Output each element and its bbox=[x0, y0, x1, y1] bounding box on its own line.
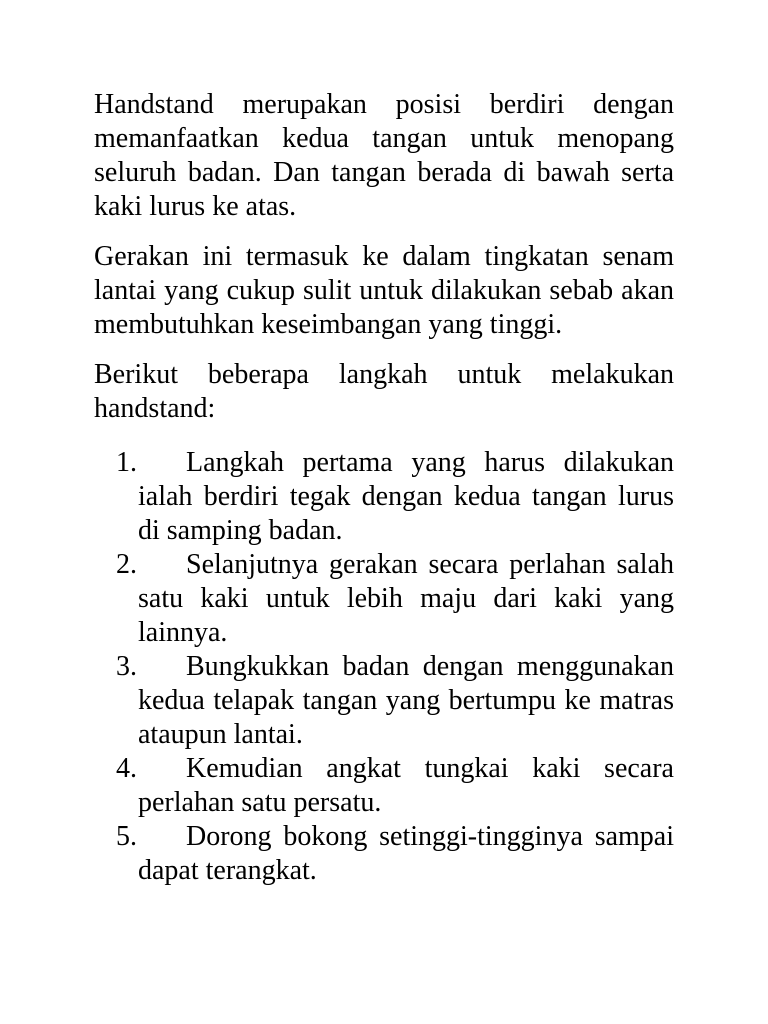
list-item bbox=[94, 446, 674, 548]
step-number: 3. bbox=[116, 651, 137, 682]
paragraph-intro: Handstand merupakan posisi berdiri dengan memanfaatkan kedua tangan untuk menopang seluruh badan. Dan tangan berada di bawah serta kaki lurus ke atas. bbox=[94, 89, 674, 222]
paragraph-steps-lead: Berikut beberapa langkah untuk melakukan handstand: bbox=[94, 359, 674, 424]
list-item bbox=[94, 650, 674, 752]
step-text: Dorong bokong setinggi-tingginya sampai dapat terangkat. bbox=[138, 821, 674, 886]
list-item bbox=[94, 548, 674, 650]
steps-list bbox=[94, 446, 674, 888]
step-number: 1. bbox=[116, 447, 137, 478]
step-text: Langkah pertama yang harus dilakukan ialah berdiri tegak dengan kedua tangan lurus di samping badan. bbox=[138, 447, 674, 546]
step-text: Selanjutnya gerakan secara perlahan salah satu kaki untuk lebih maju dari kaki yang lainnya. bbox=[138, 549, 674, 648]
list-item bbox=[94, 820, 674, 888]
paragraph-difficulty: Gerakan ini termasuk ke dalam tingkatan senam lantai yang cukup sulit untuk dilakukan sebab akan membutuhkan keseimbangan yang tinggi. bbox=[94, 241, 674, 340]
step-text: Kemudian angkat tungkai kaki secara perlahan satu persatu. bbox=[138, 753, 674, 818]
step-number: 5. bbox=[116, 821, 137, 852]
list-item bbox=[94, 752, 674, 820]
step-number: 4. bbox=[116, 753, 137, 784]
step-text: Bungkukkan badan dengan menggunakan kedua telapak tangan yang bertumpu ke matras ataupun lantai. bbox=[138, 651, 674, 750]
step-number: 2. bbox=[116, 549, 137, 580]
